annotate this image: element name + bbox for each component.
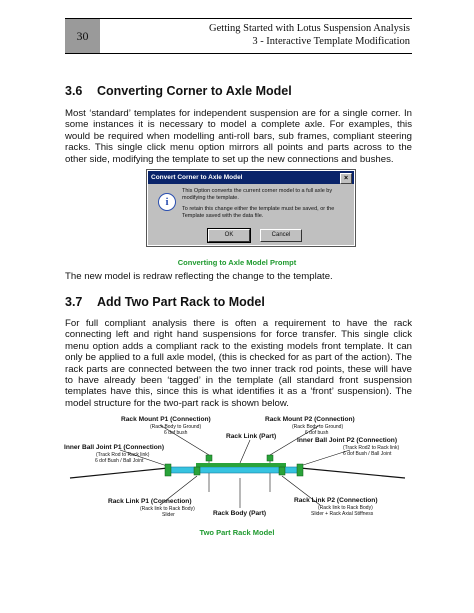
cancel-button[interactable]: Cancel [260, 229, 302, 242]
label-link-p2: Rack Link P2 (Connection) [294, 497, 378, 504]
section-title: Add Two Part Rack to Model [97, 295, 265, 309]
section-3-6-paragraph-2: The new model is redraw reflecting the change to the template. [65, 271, 333, 282]
label-link-p2-sub1: (Rack link to Rack Body) [318, 505, 373, 511]
label-inner-p1: Inner Ball Joint P1 (Connection) [64, 444, 165, 451]
dialog-title: Convert Corner to Axle Model [151, 174, 243, 181]
label-mount-p1-sub1: (Rack Body to Ground) [150, 424, 202, 430]
header-line2: 3 - Interactive Template Modification [252, 36, 410, 47]
track-rod-right [300, 468, 405, 478]
leader-link-part [240, 440, 250, 463]
section-title: Converting Corner to Axle Model [97, 84, 292, 98]
close-icon[interactable]: × [340, 173, 352, 184]
mount-p2-block [267, 455, 273, 461]
track-rod-left [70, 468, 168, 478]
label-mount-p1-sub2: 6 dof bush [164, 430, 188, 436]
label-mount-p2-sub2: 6 dof bush [305, 430, 329, 436]
label-link-p2-sub2: Slider + Rack Axial Stiffness [311, 511, 374, 517]
figure-caption-1: Converting to Axle Model Prompt [177, 258, 297, 267]
link-p2-block [279, 467, 285, 475]
label-inner-p1-sub2: 6 dof Bush / Ball Joint [95, 458, 144, 464]
section-3-6-paragraph: Most ‘standard’ templates for independent suspension are for a single corner. In some instances it is necessary to model a complete axle. For examples, this would be required when modelling anti-roll bars, sub frames, compliant steering racks. This single click menu option mirrors all points and parts across to the other side, modifying the template to set up the new connections and bushes. [65, 108, 412, 165]
label-inner-p2-sub2: 6 dof Bush / Ball Joint [343, 451, 392, 457]
figure-caption-2: Two Part Rack Model [199, 528, 275, 537]
label-mount-p2: Rack Mount P2 (Connection) [265, 416, 355, 423]
page-number: 30 [65, 19, 100, 53]
inner-joint-p1-block [165, 464, 171, 476]
label-mount-p2-sub1: (Rack Body to Ground) [292, 424, 344, 430]
ok-button[interactable]: OK [208, 229, 250, 242]
info-icon: i [158, 193, 176, 211]
section-3-7-paragraph: For full compliant analysis there is often a requirement to have the rack connecting left and right hand suspensions for force transfer. This single click menu option adds a compliant rack to the existing models front template. It can only be applied to a full axle model, (this is checked for as part of the action). The rack parts are connected between the two inner track rod points, these will have to have already been ‘tagged’ in the template (all standard front suspension templates have this, since this is what identifies it as a ‘front’ suspension). The model structure for the two-part rack is shown below. [65, 318, 412, 409]
label-link-p1: Rack Link P1 (Connection) [108, 498, 192, 505]
rack-link-bar [196, 463, 286, 467]
mount-p1-block [206, 455, 212, 461]
dialog-message-1: This Option converts the current corner model to a full axle by modifying the template. [182, 188, 333, 201]
label-inner-p2-sub1: (Track Rod2 to Rack link) [343, 445, 400, 451]
section-number: 3.7 [65, 295, 83, 309]
label-link-p1-sub1: (Rack link to Rack Body) [140, 506, 195, 512]
label-mount-p1: Rack Mount P1 (Connection) [121, 416, 211, 423]
header-line1: Getting Started with Lotus Suspension Analysis [209, 23, 410, 34]
label-inner-p2: Inner Ball Joint P2 (Connection) [297, 437, 398, 444]
inner-joint-p2-block [297, 464, 303, 476]
link-p1-block [194, 467, 200, 475]
label-rack-link-part: Rack Link (Part) [226, 433, 277, 440]
label-inner-p1-sub1: (Track Rod to Rack link) [96, 452, 150, 458]
label-link-p1-sub2: Slider [162, 512, 175, 518]
label-rack-body-part: Rack Body (Part) [213, 510, 267, 517]
section-number: 3.6 [65, 84, 83, 98]
dialog-message-2: To retain this change either the template must be saved, or the Template saved with the data file. [182, 206, 335, 219]
